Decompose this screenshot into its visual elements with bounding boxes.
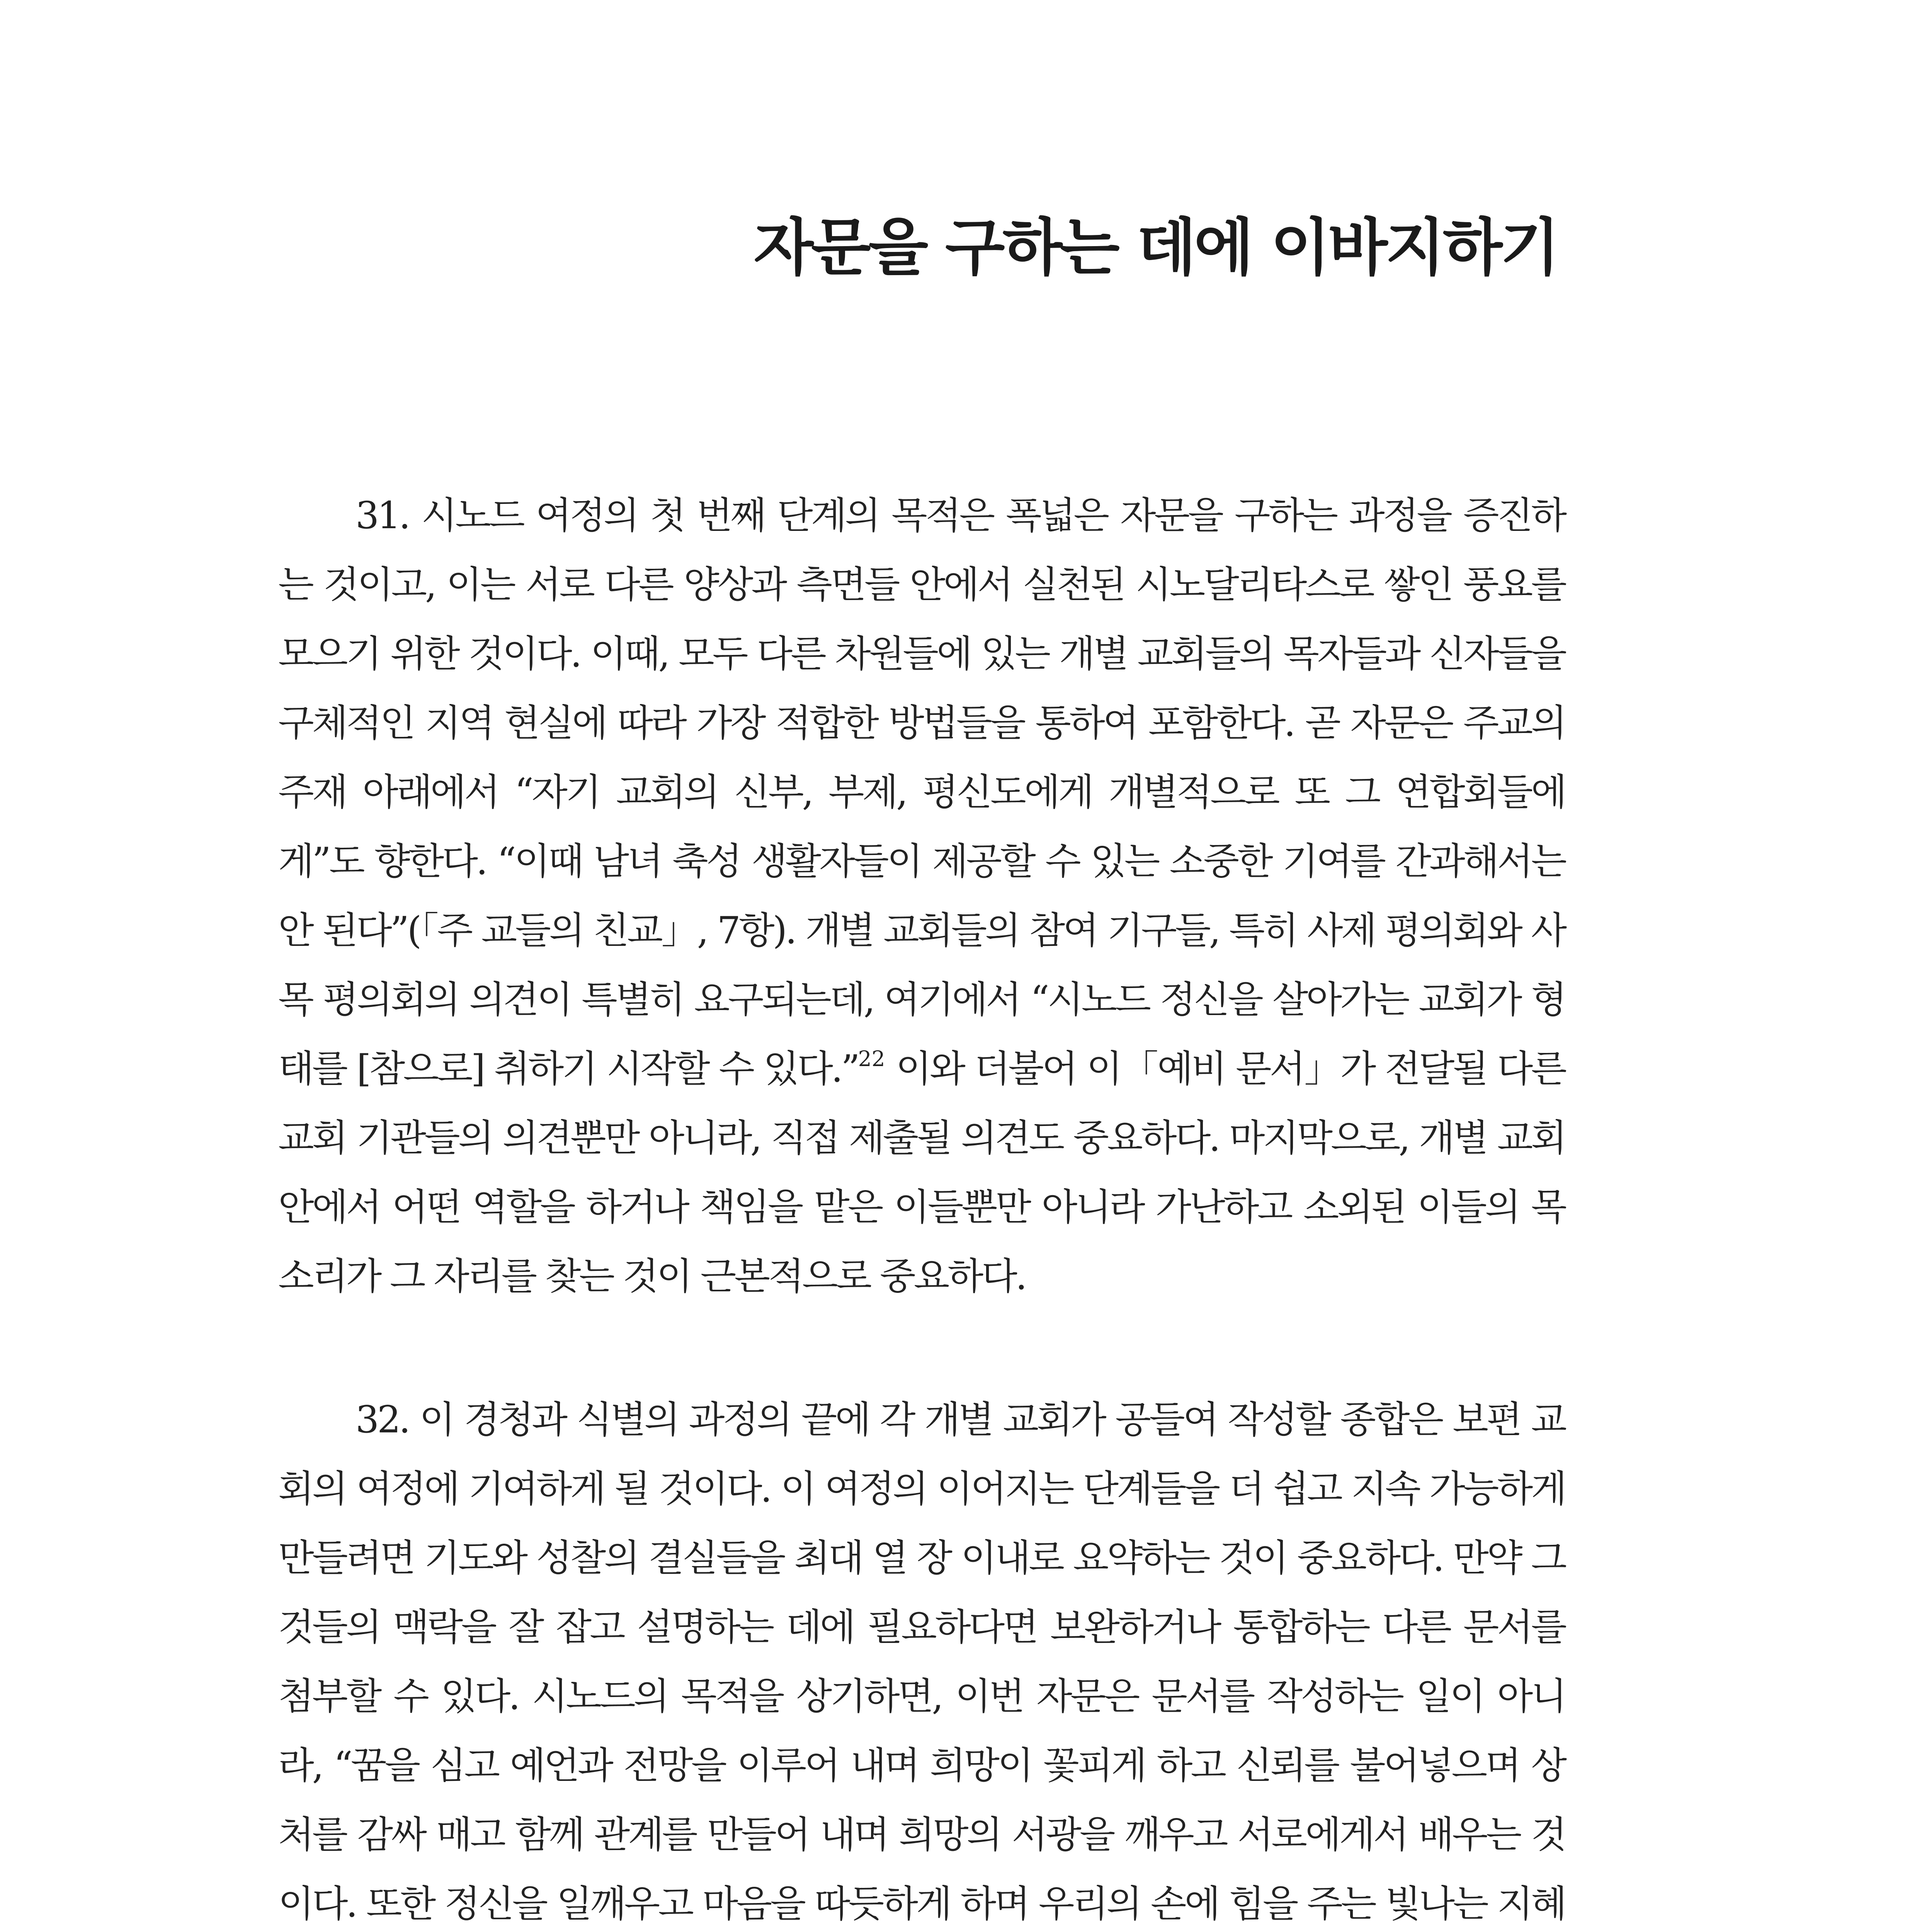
body-text bbox=[278, 481, 1565, 1932]
footnote-ref-22[interactable]: 22 bbox=[858, 1046, 885, 1071]
paragraph-text-continued: 이와 더불어 이「예비 문서」가 전달될 다른 교회 기관들의 의견뿐만 아니라, 직접 제출될 의견도 중요하다. 마지막으로, 개별 교회 안에서 어떤 역할을 하거나 책임을 맡은 이들뿐만 아니라 가난하고 소외된 이들의 목소리가 그 자리를 찾는 것이 근본적으로 중요하다. bbox=[278, 1047, 1565, 1298]
paragraph-32 bbox=[278, 1385, 1565, 1932]
paragraph-text: 31. 시노드 여정의 첫 번째 단계의 목적은 폭넓은 자문을 구하는 과정을 증진하는 것이고, 이는 서로 다른 양상과 측면들 안에서 실천된 시노달리타스로 쌓인 풍요를 모으기 위한 것이다. 이때, 모두 다른 차원들에 있는 개별 교회들의 목자들과 신자들을 구체적인 지역 현실에 따라 가장 적합한 방법들을 통하여 포함한다. 곧 자문은 주교의 주재 아래에서 “자기 교회의 신부, 부제, 평신도에게 개별적으로 또 그 연합회들에게”도 향한다. “이때 남녀 축성 생활자들이 제공할 수 있는 소중한 기여를 간과해서는 안 된다”(「주 교들의 친교」, 7항). 개별 교회들의 참여 기구들, 특히 사제 평의회와 사목 평의회의 의견이 특별히 요구되는데, 여기에서 “시노드 정신을 살아가는 교회가 형태를 [참으로] 취하기 시작할 수 있다.” bbox=[278, 494, 1565, 1090]
paragraph-31 bbox=[278, 481, 1565, 1311]
paragraph-text: 32. 이 경청과 식별의 과정의 끝에 각 개별 교회가 공들여 작성할 종합은 보편 교회의 여정에 기여하게 될 것이다. 이 여정의 이어지는 단계들을 더 쉽고 지속 가능하게 만들려면 기도와 성찰의 결실들을 최대 열 장 이내로 요약하는 것이 중요하다. 만약 그것들의 맥락을 잘 잡고 설명하는 데에 필요하다면 보완하거나 통합하는 다른 문서를 첨부할 수 있다. 시노드의 목적을 상기하면, 이번 자문은 문서를 작성하는 일이 아니라, “꿈을 심고 예언과 전망을 이루어 내며 희망이 꽃피게 하고 신뢰를 불어넣으며 상처를 감싸 매고 함께 관계를 만들어 내며 희망의 서광을 깨우고 서로에게서 배우는 것이다. 또한 정신을 일깨우고 마음을 따듯하게 하며 우리의 손에 힘을 주는 빛나는 지혜 bbox=[278, 1398, 1565, 1925]
page-title: 자문을 구하는 데에 이바지하기 bbox=[754, 211, 1558, 284]
